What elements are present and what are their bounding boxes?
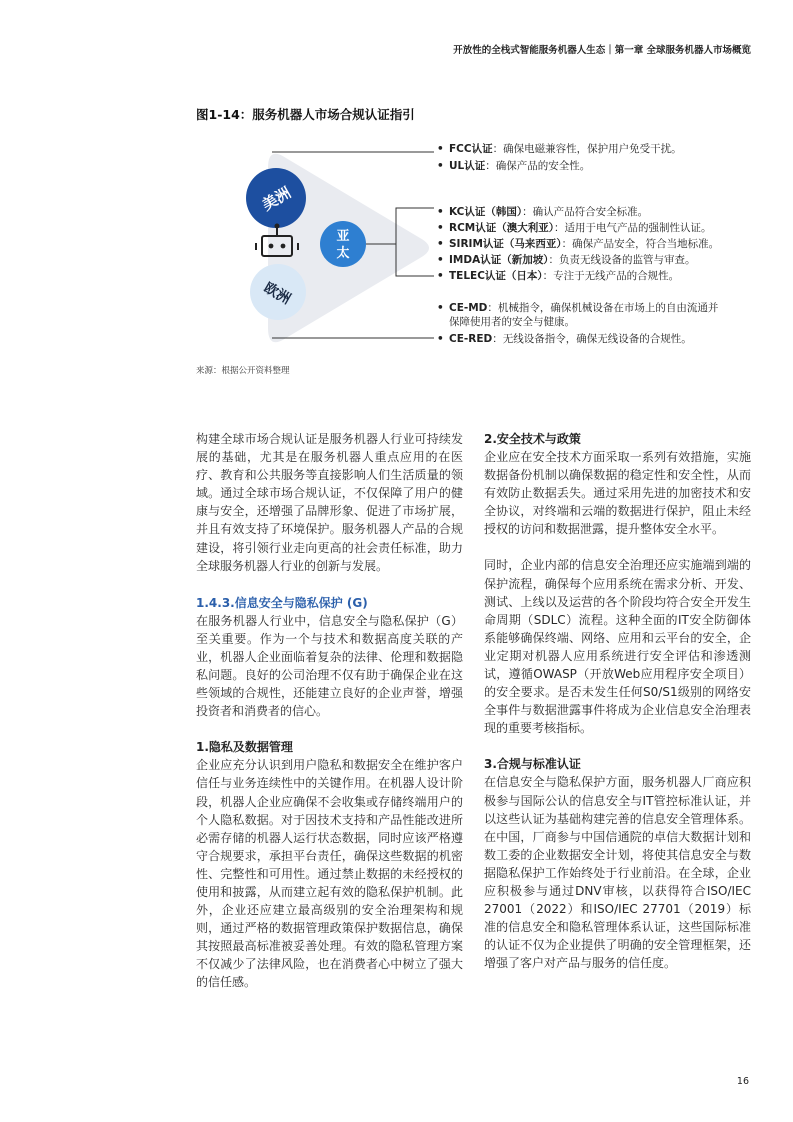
cert-name: IMDA认证（新加坡）: [449, 254, 549, 266]
cert-item-telec: • TELEC认证（日本）：专注于无线产品的合规性。: [437, 270, 680, 282]
cert-item-imda: • IMDA认证（新加坡）：负责无线设备的监管与审查。: [437, 254, 696, 266]
apac-label-1: 亚: [336, 229, 350, 244]
compliance-paragraph: 在信息安全与隐私保护方面，服务机器人厂商应积极参与国际公认的信息安全与IT管控标准认证，并以这些认证为基础构建完善的信息安全管理体系。在中国，厂商参与中国信通院的卓信大数据计划和数工委的企业数据安全计划，将使其信息安全与数据隐私保护工作始终处于行业前沿。在全球，企业应积极参与通过DNV审核，以获得符合ISO/IEC 27001（2022）和ISO/IEC 27701（2019）标准的信息安全和隐私管理体系认证，这些国际标准的认证不仅为企业提供了明确的安全管理框架，还增强了客户对产品与服务的信任度。: [484, 775, 751, 971]
cert-desc: ：确保产品的安全性。: [485, 160, 591, 172]
cert-item-ce-md: • CE-MD：机械指令，确保机械设备在市场上的自由流通并 保障使用者的安全与健康。: [437, 302, 719, 328]
cert-name: RCM认证（澳大利亚）: [449, 222, 554, 234]
cert-desc-continued: 保障使用者的安全与健康。: [449, 316, 575, 328]
apac-label-2: 太: [336, 246, 350, 261]
cert-item-rcm: • RCM认证（澳大利亚）：适用于电气产品的强制性认证。: [437, 222, 712, 234]
right-column: [484, 430, 751, 972]
cert-name: KC认证（韩国）: [449, 206, 523, 218]
security-paragraph-2: 同时，企业内部的信息安全治理还应实施端到端的保护流程，确保每个应用系统在需求分析、开发、测试、上线以及运营的各个阶段均符合安全开发生命周期（SDLC）流程。这种全面的IT安全防御体系能够确保终端、网络、应用和云平台的安全，企业定期对机器人应用系统进行安全评估和渗透测试，遵循OWASP（开放Web应用程序安全项目）的安全要求。是否未发生任何S0/S1级别的网络安全事件与数据泄露事件将成为企业信息安全治理表现的重要考核指标。: [484, 558, 751, 736]
left-column: [196, 430, 463, 992]
subsection-heading-security: 2.安全技术与政策: [484, 432, 581, 446]
compliance-region-diagram: [190, 140, 440, 360]
cert-item-ul: • UL认证：确保产品的安全性。: [437, 160, 591, 172]
intro-paragraph: 构建全球市场合规认证是服务机器人行业可持续发展的基础，尤其是在服务机器人重点应用的在医疗、教育和公共服务等直接影响人们生活质量的领域。通过全球市场合规认证，不仅保障了用户的健康与安全，还增强了品牌形象、促进了市场扩展，并且有效支持了环境保护。服务机器人产品的合规建设，将引领行业走向更高的社会责任标准，助力全球服务机器人行业的创新与发展。: [196, 432, 463, 573]
cert-name: FCC认证: [449, 143, 493, 155]
cert-desc: ：专注于无线产品的合规性。: [542, 270, 680, 282]
subsection-heading-compliance: 3.合规与标准认证: [484, 757, 581, 772]
cert-desc: ：适用于电气产品的强制性认证。: [554, 222, 712, 234]
privacy-paragraph: 企业应充分认识到用户隐私和数据安全在维护客户信任与业务连续性中的关键作用。在机器人设计阶段，机器人企业应确保不会收集或存储终端用户的个人隐私数据。对于因技术支持和产品性能改进所必需存储的机器人运行状态数据，同时应该严格遵守合规要求，承担平台责任，确保这些数据的机密性、完整性和可用性。通过禁止数据的未经授权的使用和披露，从而建立起有效的隐私保护机制。此外，企业还应建立最高级别的安全治理架构和规则，通过严格的数据管理政策保护数据信息，确保其按照最高标准被妥善处理。有效的隐私管理方案不仅减少了法律风险，也在消费者心中树立了强大的信任感。: [196, 758, 463, 990]
cert-desc: ：负责无线设备的监管与审查。: [548, 254, 696, 266]
cert-name: CE-RED: [449, 333, 493, 345]
cert-desc: ：机械指令，确保机械设备在市场上的自由流通并: [487, 302, 719, 314]
cert-name: TELEC认证（日本）: [449, 270, 543, 282]
cert-desc: ：无线设备指令，确保无线设备的合规性。: [492, 333, 692, 345]
cert-name: UL认证: [449, 160, 486, 172]
figure-source: 来源：根据公开资料整理: [196, 366, 290, 376]
page-number: 16: [736, 1076, 749, 1087]
cert-item-fcc: • FCC认证：确保电磁兼容性，保护用户免受干扰。: [437, 143, 682, 155]
americas-label: 美洲: [259, 183, 294, 215]
cert-item-ce-red: • CE-RED：无线设备指令，确保无线设备的合规性。: [437, 333, 692, 345]
cert-name: CE-MD: [449, 302, 488, 314]
cert-item-kc: • KC认证（韩国）：确认产品符合安全标准。: [437, 206, 649, 218]
figure-title: 图1-14：服务机器人市场合规认证指引: [196, 107, 415, 122]
cert-desc: ：确保电磁兼容性，保护用户免受干扰。: [492, 143, 682, 155]
cert-name: SIRIM认证（马来西亚）: [449, 238, 562, 250]
section-paragraph: 在服务机器人行业中，信息安全与隐私保护（G）至关重要。作为一个与技术和数据高度关联的产业，机器人企业面临着复杂的法律、伦理和数据隐私问题。良好的公司治理不仅有助于确保企业在这些领域的合规性，还能建立良好的企业声誉，增强投资者和消费者的信心。: [196, 613, 463, 719]
section-heading: 1.4.3.信息安全与隐私保护 (G): [196, 595, 368, 610]
cert-item-sirim: • SIRIM认证（马来西亚）：确保产品安全，符合当地标准。: [437, 238, 720, 250]
europe-label: 欧洲: [260, 279, 294, 308]
security-paragraph: 企业应在安全技术方面采取一系列有效措施，实施数据备份机制以确保数据的稳定性和安全性，从而有效防止数据丢失。通过采用先进的加密技术和安全协议，对终端和云端的数据进行保护，阻止未经授权的访问和数据泄露，提升整体安全水平。: [484, 450, 751, 537]
running-header: 开放性的全栈式智能服务机器人生态｜第一章 全球服务机器人市场概览: [453, 45, 751, 56]
cert-desc: ：确认产品符合安全标准。: [522, 206, 649, 218]
subsection-heading-privacy: 1.隐私及数据管理: [196, 740, 293, 755]
cert-desc: ：确保产品安全，符合当地标准。: [561, 238, 720, 250]
